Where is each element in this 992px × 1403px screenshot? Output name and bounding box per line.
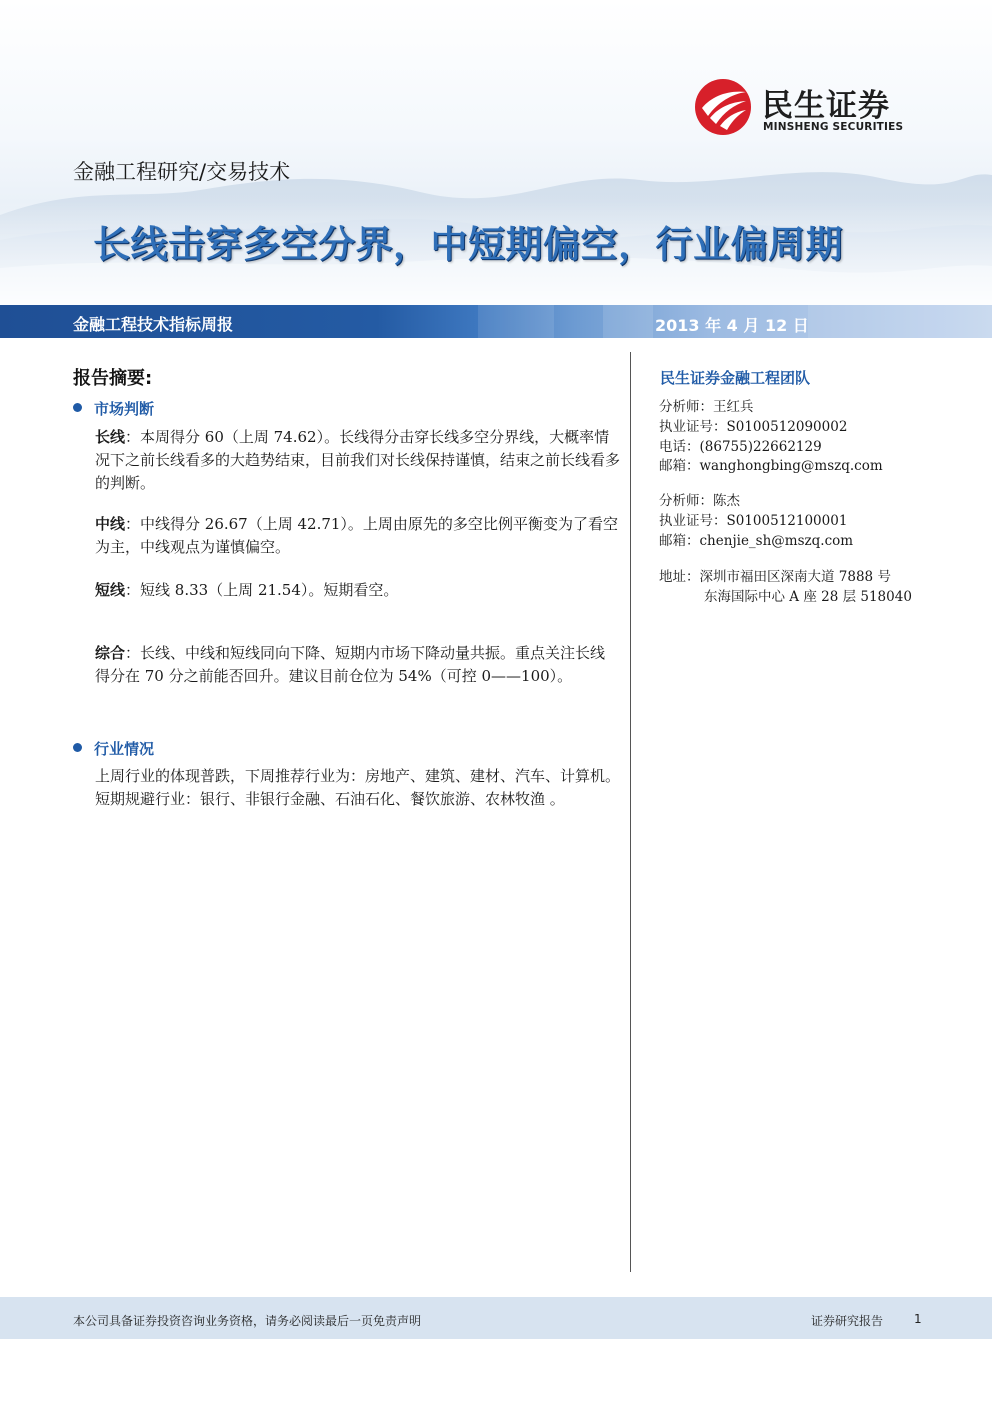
page-footer (0, 1297, 992, 1339)
team-title: 民生证券金融工程团队 (660, 369, 811, 387)
footer-report-type: 证券研究报告 (811, 1314, 884, 1328)
column-divider (630, 352, 631, 1272)
paragraph-industry: 上周行业的体现普跌，下周推荐行业为：房地产、建筑、建材、汽车、计算机。短期规避行业：银行、非银行金融、石油石化、餐饮旅游、农林牧渔 。 (95, 767, 621, 808)
paragraph-mid (95, 513, 620, 559)
label-short: 短线 (95, 581, 126, 599)
page-number: 1 (914, 1312, 922, 1326)
abstract-title: 报告摘要: (73, 368, 153, 389)
text-summary: ：长线、中线和短线同向下降、短期内市场下降动量共振。重点关注长线得分在 70 分之前能否回升。建议目前仓位为 54%（可控 0——100）。 (95, 644, 606, 685)
minsheng-logo-icon (694, 78, 752, 136)
analyst-2-email: 邮箱：chenjie_sh@mszq.com (659, 532, 854, 549)
footer-disclaimer: 本公司具备证券投资咨询业务资格，请务必阅读最后一页免责声明 (73, 1314, 422, 1328)
section-heading: 市场判断 (94, 400, 155, 418)
label-long: 长线 (95, 428, 126, 446)
text-mid: ：中线得分 26.67（上周 42.71）。上周由原先的多空比例平衡变为了看空为主，中线观点为谨慎偏空。 (95, 515, 618, 556)
band-block (478, 305, 554, 338)
section-heading: 行业情况 (94, 740, 155, 758)
band-block (808, 305, 992, 338)
band-block (603, 305, 653, 338)
logo-name-cn: 民生证券 (762, 88, 890, 124)
report-series-label: 金融工程技术指标周报 (73, 315, 234, 334)
label-mid: 中线 (95, 515, 126, 533)
bullet-icon (73, 403, 82, 412)
paragraph-summary (95, 642, 620, 688)
paragraph-long (95, 426, 620, 495)
report-title: 长线击穿多空分界，中短期偏空，行业偏周期 (93, 223, 843, 266)
analyst-2-cert: 执业证号：S0100512100001 (659, 512, 848, 529)
address-line-2: 东海国际中心 A 座 28 层 518040 (704, 588, 912, 605)
section-industry (73, 738, 154, 759)
report-date: 2013 年 4 月 12 日 (655, 316, 809, 335)
text-long: ：本周得分 60（上周 74.62）。长线得分击穿长线多空分界线，大概率情况下之前长线看多的大趋势结束，目前我们对长线保持谨慎，结束之前长线看多的判断。 (95, 428, 621, 492)
analyst-1-info (659, 398, 883, 477)
section-market (73, 398, 154, 419)
bullet-icon (73, 743, 82, 752)
analyst-1-email: 邮箱：wanghongbing@mszq.com (659, 458, 883, 475)
company-logo (694, 78, 924, 138)
title-band (0, 305, 992, 338)
address-info (659, 568, 912, 608)
analyst-1-name: 分析师：王红兵 (659, 399, 754, 415)
address-line-1: 地址：深圳市福田区深南大道 7888 号 (659, 569, 891, 585)
analyst-1-cert: 执业证号：S0100512090002 (659, 418, 848, 435)
logo-name-en: MINSHENG SECURITIES (763, 121, 904, 133)
paragraph-short (95, 579, 620, 602)
label-summary: 综合 (95, 644, 126, 662)
analyst-2-info (659, 492, 853, 551)
analyst-2-name: 分析师：陈杰 (659, 493, 740, 509)
text-short: ：短线 8.33（上周 21.54）。短期看空。 (125, 581, 399, 599)
report-category: 金融工程研究/交易技术 (73, 160, 291, 184)
analyst-1-phone: 电话：(86755)22662129 (659, 438, 822, 455)
